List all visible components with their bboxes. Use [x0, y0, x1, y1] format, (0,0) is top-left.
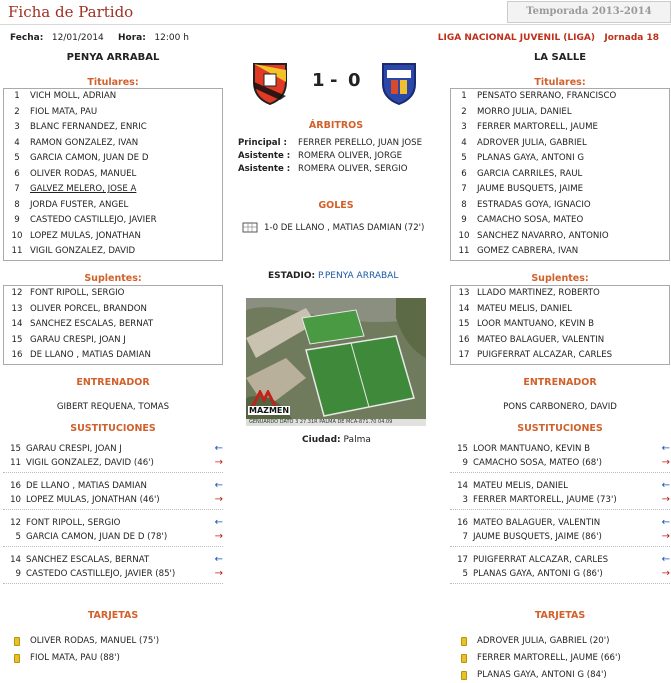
substitution-out-row [450, 530, 670, 544]
player-in-name: PUIGFERRAT ALCAZAR, CARLES [473, 555, 609, 565]
player-name[interactable]: FERRER MARTORELL, JAUME [477, 122, 598, 132]
player-number: 11 [458, 246, 470, 256]
player-row[interactable] [451, 198, 669, 214]
home-subs-list [3, 285, 223, 365]
player-out-name: CAMACHO SOSA, MATEO (68') [473, 458, 602, 468]
substitution-group [450, 479, 670, 510]
player-out-name: GARCIA CAMON, JUAN DE D (78') [26, 532, 168, 542]
player-number: 5 [14, 153, 20, 163]
player-name[interactable]: PENSATO SERRANO, FRANCISCO [477, 91, 617, 101]
player-number: 10 [458, 230, 470, 241]
referee-name: ROMERA OLIVER, SERGIO [298, 164, 408, 174]
goals-title: GOLES [318, 200, 354, 211]
yellow-card-icon [461, 671, 467, 680]
match-date: Fecha: 12/01/2014 [10, 33, 104, 43]
home-coach: GIBERT REQUENA, TOMAS [56, 402, 170, 412]
player-out-name: JAUME BUSQUETS, JAIME (86') [473, 532, 602, 542]
player-number: 7 [462, 532, 468, 542]
substitution-in-row [3, 442, 223, 456]
player-name[interactable]: MATEO BALAGUER, VALENTIN [477, 334, 605, 345]
player-name[interactable]: FONT RIPOLL, SERGIO [30, 288, 125, 298]
season-tab[interactable]: Temporada 2013-2014 [507, 1, 671, 23]
player-row[interactable] [4, 348, 222, 364]
player-name[interactable]: CASTEDO CASTILLEJO, JAVIER [30, 215, 157, 225]
player-name[interactable]: RAMON GONZALEZ, IVAN [30, 137, 139, 148]
score-separator: - [330, 70, 338, 91]
player-name[interactable]: PUIGFERRAT ALCAZAR, CARLES [477, 350, 613, 360]
arrow-right-icon: → [214, 457, 223, 468]
card-text: FERRER MARTORELL, JAUME (66') [477, 653, 621, 663]
arrow-right-icon: → [214, 531, 223, 542]
card-row [459, 667, 669, 683]
player-name[interactable]: VICH MOLL, ADRIAN [30, 91, 117, 101]
player-number: 12 [11, 288, 23, 298]
player-number: 15 [11, 334, 23, 345]
player-name[interactable]: LOOR MANTUANO, KEVIN B [477, 319, 595, 329]
player-number: 3 [461, 122, 467, 132]
player-number: 3 [462, 495, 468, 505]
substitution-group [3, 442, 223, 473]
player-row[interactable] [451, 182, 669, 198]
player-name[interactable]: GARAU CRESPI, JOAN J [30, 334, 126, 345]
player-number: 12 [10, 518, 21, 528]
divider [450, 507, 670, 510]
arrow-right-icon: → [661, 531, 670, 542]
player-number: 5 [462, 569, 468, 579]
home-subs-title: Suplentes: [84, 273, 142, 284]
referee-role: Asistente : [238, 151, 291, 161]
player-row[interactable] [451, 244, 669, 260]
arrow-left-icon: ← [214, 554, 223, 565]
divider [3, 470, 223, 473]
arrow-left-icon: ← [661, 480, 670, 491]
player-name[interactable]: OLIVER RODAS, MANUEL [30, 168, 137, 179]
player-row[interactable] [451, 120, 669, 136]
player-name[interactable]: GOMEZ CABRERA, IVAN [477, 246, 579, 256]
player-number: 16 [457, 518, 468, 528]
home-cards-list [12, 633, 222, 667]
arrow-left-icon: ← [214, 443, 223, 454]
card-row [12, 650, 222, 667]
referee-row [238, 137, 448, 150]
away-cards-title: TARJETAS [534, 610, 586, 621]
home-starters-title: Titulares: [87, 77, 139, 88]
player-in-name: DE LLANO , MATIAS DAMIAN [26, 481, 147, 491]
player-number: 10 [10, 495, 21, 505]
player-name[interactable]: DE LLANO , MATIAS DAMIAN [30, 350, 151, 360]
player-row[interactable] [4, 105, 222, 121]
player-row[interactable] [4, 244, 222, 260]
player-number: 16 [11, 350, 23, 360]
player-row[interactable] [451, 167, 669, 183]
substitution-out-row [3, 493, 223, 507]
player-number: 17 [457, 555, 468, 565]
player-number: 6 [14, 168, 20, 179]
player-number: 11 [10, 458, 21, 468]
player-row[interactable] [4, 302, 222, 318]
substitution-in-row [450, 442, 670, 456]
player-number: 14 [458, 303, 470, 314]
player-number: 2 [14, 106, 20, 117]
yellow-card-icon [461, 654, 467, 663]
player-row[interactable] [451, 317, 669, 333]
substitution-out-row [450, 456, 670, 470]
player-row[interactable] [451, 89, 669, 105]
player-name[interactable]: PLANAS GAYA, ANTONI G [477, 153, 585, 163]
player-name[interactable]: GARCIA CAMON, JUAN DE D [30, 153, 149, 163]
player-in-name: SANCHEZ ESCALAS, BERNAT [26, 555, 150, 565]
player-number: 14 [11, 319, 23, 329]
substitution-group [450, 442, 670, 473]
home-starters-list [3, 88, 223, 261]
player-number: 5 [15, 532, 21, 542]
away-substitutions-title: SUSTITUCIONES [517, 423, 603, 434]
player-number: 14 [457, 481, 468, 491]
divider [450, 581, 670, 584]
player-row[interactable] [4, 136, 222, 152]
player-row[interactable] [4, 198, 222, 214]
player-name[interactable]: VIGIL GONZALEZ, DAVID [30, 246, 136, 256]
player-row[interactable] [451, 348, 669, 364]
player-in-name: LOOR MANTUANO, KEVIN B [473, 444, 591, 454]
player-number: 2 [461, 106, 467, 117]
substitution-out-row [3, 456, 223, 470]
player-number: 9 [14, 215, 20, 225]
player-number: 4 [14, 137, 20, 148]
player-number: 16 [458, 334, 470, 345]
referee-row [238, 150, 448, 163]
substitution-in-row [3, 479, 223, 493]
goal-row [242, 222, 452, 235]
player-row[interactable] [451, 213, 669, 229]
divider [3, 544, 223, 547]
player-row[interactable] [451, 286, 669, 302]
player-number: 8 [461, 199, 467, 210]
player-name[interactable]: OLIVER PORCEL, BRANDON [30, 303, 147, 314]
match-time: Hora: 12:00 h [118, 33, 189, 43]
card-row [459, 633, 669, 650]
yellow-card-icon [14, 654, 20, 663]
player-number: 15 [10, 444, 21, 454]
player-in-name: GARAU CRESPI, JOAN J [26, 444, 122, 454]
substitution-group [3, 479, 223, 510]
arrow-left-icon: ← [214, 517, 223, 528]
substitution-out-row [3, 530, 223, 544]
away-starters-list [450, 88, 670, 261]
player-row[interactable] [4, 182, 222, 198]
arrow-right-icon: → [661, 568, 670, 579]
home-coach-title: ENTRENADOR [76, 377, 150, 388]
player-number: 10 [11, 230, 23, 241]
player-number: 15 [458, 319, 470, 329]
player-name[interactable]: JORDA FUSTER, ANGEL [30, 199, 129, 210]
player-in-name: MATEU MELIS, DANIEL [473, 481, 568, 491]
player-out-name: FERRER MARTORELL, JAUME (73') [473, 495, 617, 505]
card-text: PLANAS GAYA, ANTONI G (84') [477, 670, 607, 680]
player-row[interactable] [4, 317, 222, 333]
referee-role: Asistente : [238, 164, 291, 174]
yellow-card-icon [461, 637, 467, 646]
home-crest-icon [250, 60, 290, 106]
arrow-left-icon: ← [214, 480, 223, 491]
arrow-right-icon: → [214, 494, 223, 505]
card-text: FIOL MATA, PAU (88') [30, 653, 120, 663]
player-out-name: VIGIL GONZALEZ, DAVID (46') [26, 458, 154, 468]
player-name[interactable]: SANCHEZ ESCALAS, BERNAT [30, 319, 154, 329]
goal-icon [242, 223, 264, 233]
player-name[interactable]: MORRO JULIA, DANIEL [477, 106, 572, 117]
substitution-in-row [3, 516, 223, 530]
player-row[interactable] [4, 213, 222, 229]
player-row[interactable] [451, 105, 669, 121]
arrow-left-icon: ← [661, 517, 670, 528]
city-info: Ciudad: Palma [302, 435, 371, 445]
stadium-link[interactable]: P.PENYA ARRABAL [317, 271, 399, 281]
referee-role: Principal : [238, 138, 287, 148]
player-row[interactable] [451, 136, 669, 152]
player-number: 7 [14, 184, 20, 194]
home-substitutions-title: SUSTITUCIONES [70, 423, 156, 434]
arrow-right-icon: → [661, 494, 670, 505]
substitution-in-row [450, 479, 670, 493]
home-substitutions-list [3, 442, 223, 590]
player-name[interactable]: MATEU MELIS, DANIEL [477, 303, 572, 314]
substitution-out-row [450, 567, 670, 581]
title-bar [0, 0, 671, 25]
player-name[interactable]: BLANC FERNANDEZ, ENRIC [30, 122, 147, 132]
substitution-in-row [3, 553, 223, 567]
player-in-name: MATEO BALAGUER, VALENTIN [473, 518, 601, 528]
divider [3, 507, 223, 510]
player-number: 9 [462, 458, 468, 468]
substitution-group [3, 516, 223, 547]
substitution-in-row [450, 553, 670, 567]
stadium-photo [246, 298, 426, 426]
player-row[interactable] [451, 302, 669, 318]
page-title: Ficha de Partido [8, 3, 134, 21]
away-coach: PONS CARBONERO, DAVID [503, 402, 617, 412]
card-row [12, 633, 222, 650]
referee-name: ROMERA OLIVER, JORGE [298, 151, 403, 161]
away-coach-title: ENTRENADOR [523, 377, 597, 388]
player-name[interactable]: GALVEZ MELERO, JOSE A [30, 184, 137, 194]
referee-row [238, 163, 448, 176]
away-subs-title: Suplentes: [531, 273, 589, 284]
arrow-right-icon: → [661, 457, 670, 468]
player-name[interactable]: FIOL MATA, PAU [30, 106, 98, 117]
player-out-name: PLANAS GAYA, ANTONI G (86') [473, 569, 603, 579]
player-out-name: LOPEZ MULAS, JONATHAN (46') [26, 495, 160, 505]
player-number: 14 [10, 555, 21, 565]
card-text: OLIVER RODAS, MANUEL (75') [30, 636, 160, 646]
player-number: 6 [461, 168, 467, 179]
substitution-group [450, 516, 670, 547]
player-number: 4 [461, 137, 467, 148]
arrow-right-icon: → [214, 568, 223, 579]
player-number: 1 [461, 91, 467, 101]
score-away: 0 [348, 70, 361, 91]
away-team-name: LA SALLE [533, 52, 587, 63]
player-name[interactable]: GARCIA CARRILES, RAUL [477, 168, 583, 179]
player-name[interactable]: LOPEZ MULAS, JONATHAN [30, 230, 141, 241]
player-row[interactable] [4, 167, 222, 183]
substitution-in-row [450, 516, 670, 530]
away-substitutions-list [450, 442, 670, 590]
player-row[interactable] [4, 286, 222, 302]
divider [450, 544, 670, 547]
player-row[interactable] [451, 151, 669, 167]
card-text: ADROVER JULIA, GABRIEL (20') [477, 636, 610, 646]
arrow-left-icon: ← [661, 554, 670, 565]
player-out-name: CASTEDO CASTILLEJO, JAVIER (85') [26, 569, 176, 579]
player-number: 5 [461, 153, 467, 163]
player-in-name: FONT RIPOLL, SERGIO [26, 518, 121, 528]
player-name[interactable]: LLADO MARTINEZ, ROBERTO [477, 288, 600, 298]
player-row[interactable] [451, 229, 669, 245]
photo-watermark: MAZMEN [249, 406, 290, 415]
substitution-out-row [450, 493, 670, 507]
player-name[interactable]: SANCHEZ NAVARRO, ANTONIO [477, 230, 609, 241]
substitution-group [3, 553, 223, 584]
player-number: 1 [14, 91, 20, 101]
substitution-out-row [3, 567, 223, 581]
away-cards-list [459, 633, 669, 683]
away-subs-list [450, 285, 670, 365]
photo-caption: GENUARDO DATO 3 27.31R PALMA DE MCA-871.70 04.09 [249, 419, 393, 425]
player-number: 9 [461, 215, 467, 225]
player-number: 7 [461, 184, 467, 194]
player-number: 17 [458, 350, 470, 360]
player-name[interactable]: ADROVER JULIA, GABRIEL [477, 137, 587, 148]
player-number: 11 [11, 246, 23, 256]
league-info: LIGA NACIONAL JUVENIL (LIGA) Jornada 18 [437, 33, 659, 43]
player-number: 13 [458, 288, 470, 298]
player-number: 13 [11, 303, 23, 314]
substitution-group [450, 553, 670, 584]
away-crest-icon [379, 60, 419, 106]
player-row[interactable] [4, 120, 222, 136]
player-name[interactable]: JAUME BUSQUETS, JAIME [477, 184, 584, 194]
player-name[interactable]: ESTRADAS GOYA, IGNACIO [477, 199, 591, 210]
player-number: 8 [14, 199, 20, 210]
yellow-card-icon [14, 637, 20, 646]
away-starters-title: Titulares: [534, 77, 586, 88]
score-home: 1 [312, 70, 325, 91]
player-row[interactable] [4, 229, 222, 245]
referee-name: FERRER PERELLO, JUAN JOSE [298, 138, 423, 148]
stadium-info: ESTADIO: P.PENYA ARRABAL [268, 271, 399, 281]
arrow-left-icon: ← [661, 443, 670, 454]
player-number: 15 [457, 444, 468, 454]
goal-text: 1-0 DE LLANO , MATIAS DAMIAN (72') [264, 223, 425, 233]
player-row[interactable] [4, 333, 222, 349]
referees-title: ÁRBITROS [308, 120, 364, 131]
player-row[interactable] [4, 89, 222, 105]
divider [450, 470, 670, 473]
home-cards-title: TARJETAS [87, 610, 139, 621]
home-team-name: PENYA ARRABAL [66, 52, 160, 63]
card-row [459, 650, 669, 667]
player-row[interactable] [4, 151, 222, 167]
player-number: 9 [15, 569, 21, 579]
player-number: 16 [10, 481, 21, 491]
player-name[interactable]: CAMACHO SOSA, MATEO [477, 215, 584, 225]
divider [3, 581, 223, 584]
player-row[interactable] [451, 333, 669, 349]
player-number: 3 [14, 122, 20, 132]
